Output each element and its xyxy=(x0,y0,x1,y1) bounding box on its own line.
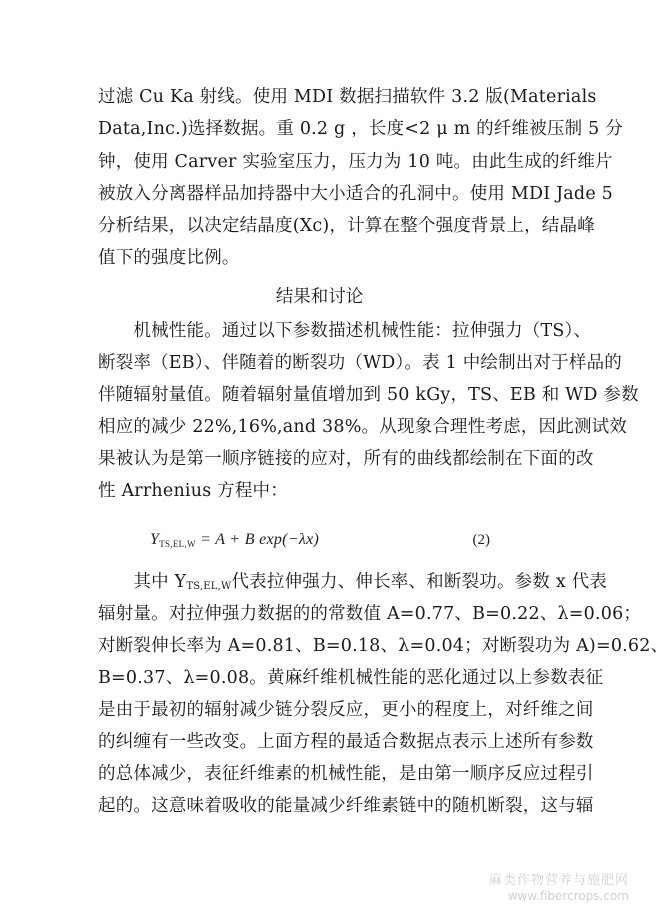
equation-number: (2) xyxy=(472,531,490,548)
text-line: 对断裂伸长率为 A=0.81、B=0.18、λ=0.04；对断裂功为 A)=0.62、 xyxy=(98,636,668,656)
text-line: 性 Arrhenius 方程中： xyxy=(98,481,288,501)
watermark-url: www.fibercrops.com xyxy=(507,889,629,903)
text-line: Data,Inc.)选择数据。重 0.2 g ，长度<2 μ m 的纤维被压制 5 分 xyxy=(98,119,623,139)
text-line: 被放入分离器样品加持器中大小适合的孔洞中。使用 MDI Jade 5 xyxy=(98,184,613,204)
text-line: 断裂率（EB）、伴随着的断裂功（WD）。表 1 中绘制出对于样品的 xyxy=(98,353,623,373)
equation-rhs: = A + B exp(−λx) xyxy=(200,531,320,548)
equation xyxy=(150,523,490,557)
text-line: 伴随辐射量值。随着辐射量值增加到 50 kGy，TS、EB 和 WD 参数 xyxy=(98,385,639,405)
text-line: 值下的强度比例。 xyxy=(98,248,240,268)
text-line: 起的。这意味着吸收的能量减少纤维素链中的随机断裂，这与辐 xyxy=(98,796,594,816)
text-line: 分析结果，以决定结晶度(Xc)，计算在整个强度背景上，结晶峰 xyxy=(98,216,595,236)
text-line: 果被认为是第一顺序链接的应对，所有的曲线都绘制在下面的改 xyxy=(98,449,594,469)
text-line: B=0.37、λ=0.08。黄麻纤维机械性能的恶化通过以上参数表征 xyxy=(98,668,604,688)
text-line: 机械性能。通过以下参数描述机械性能：拉伸强力（TS）、 xyxy=(98,321,592,341)
text-line: 其中 YTS,EL,W代表拉伸强力、伸长率、和断裂功。参数 x 代表 xyxy=(98,572,608,592)
text-line: 相应的减少 22%,16%,and 38%。从现象合理性考虑，因此测试效 xyxy=(98,417,628,437)
text-line: 辐射量。对拉伸强力数据的的常数值 A=0.77、B=0.22、λ=0.06； xyxy=(98,604,642,624)
text-line: 的纠缠有一些改变。上面方程的最适合数据点表示上述所有参数 xyxy=(98,732,594,752)
watermark xyxy=(489,873,629,903)
text-line: 过滤 Cu Ka 射线。使用 MDI 数据扫描软件 3.2 版(Materials xyxy=(98,87,597,107)
text-line: 的总体减少，表征纤维素的机械性能，是由第一顺序反应过程引 xyxy=(98,764,594,784)
section-heading: 结果和讨论 xyxy=(275,287,364,307)
watermark-title: 麻类作物营养与施肥网 xyxy=(488,873,629,888)
equation-formula: $Y_{TS,EL,W} = A + B$ exp(−λx) xyxy=(150,531,320,549)
text-line: 是由于最初的辐射减少链分裂反应，更小的程度上，对纤维之间 xyxy=(98,700,594,720)
text-line: 钟，使用 Carver 实验室压力，压力为 10 吨。由此生成的纤维片 xyxy=(98,152,613,172)
